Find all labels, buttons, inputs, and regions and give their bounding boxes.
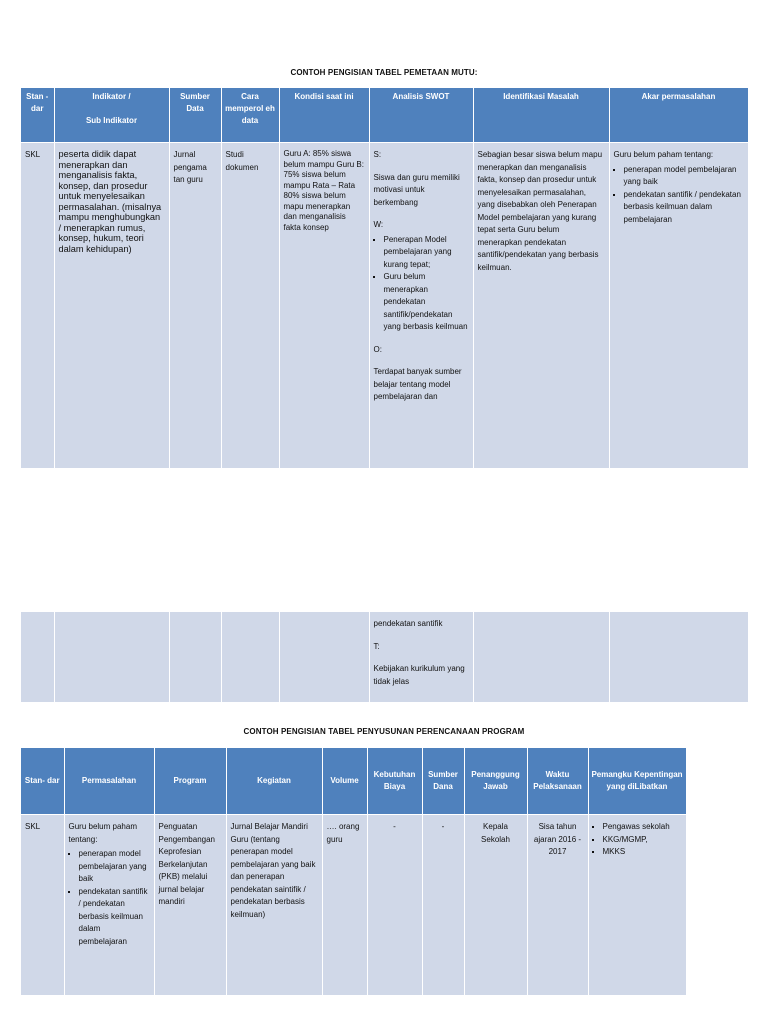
swot-o-label: O: xyxy=(373,344,382,354)
th-permasalahan: Permasalahan xyxy=(64,748,154,815)
th-standar: Stan- dar xyxy=(21,748,64,815)
swot-w-list xyxy=(374,234,469,334)
list-item: ▪ pendekatan santifik / pendekatan berbasis keilmuan dalam pembelajaran xyxy=(624,189,744,227)
swot-o-continued: pendekatan santifik xyxy=(373,619,443,628)
list-item: ▪ penerapan model pembelajaran yang baik xyxy=(79,848,150,886)
list-item: ▪ MKKS xyxy=(603,846,682,859)
cell-pemangku xyxy=(588,815,686,996)
akar-intro: Guru belum paham tentang: xyxy=(613,150,714,159)
table-row xyxy=(21,143,748,469)
cell-volume: …. orang guru xyxy=(322,815,367,996)
pemetaan-mutu-table xyxy=(21,88,749,469)
cell-kondisi: Guru A: 85% siswa belum mampu Guru B: 75% siswa belum mampu Rata – Rata 80% siswa belum mapu menerapkan dan menganalisis fakta konsep xyxy=(279,143,369,469)
list-item: ▪ penerapan model pembelajaran yang baik xyxy=(624,164,744,189)
pemangku-list xyxy=(593,821,682,859)
cell-permasalahan xyxy=(64,815,154,996)
cell-cara: Studi dokumen xyxy=(221,143,279,469)
table-row xyxy=(21,612,748,703)
list-item: ▪ Penerapan Model pembelajaran yang kurang tepat; xyxy=(384,234,469,272)
swot-s-label: S: xyxy=(373,150,382,159)
cell-waktu: Sisa tahun ajaran 2016 - 2017 xyxy=(527,815,588,996)
doc-title-perencanaan: CONTOH PENGISIAN TABEL PENYUSUNAN PERENCANAAN PROGRAM xyxy=(243,727,525,736)
th-biaya: Kebutuhan Biaya xyxy=(367,748,422,815)
swot-t-text: Kebijakan kurikulum yang tidak jelas xyxy=(373,664,465,686)
th-dana: Sumber Dana xyxy=(422,748,464,815)
perm-list xyxy=(69,848,150,948)
swot-o-text: Terdapat banyak sumber belajar tentang model pembelajaran dan xyxy=(373,367,462,401)
th-indikator xyxy=(54,88,169,143)
cell-biaya: - xyxy=(367,815,422,996)
th-volume: Volume xyxy=(322,748,367,815)
th-cara: Cara memperol eh data xyxy=(221,88,279,143)
th-waktu: Waktu Pelaksanaan xyxy=(527,748,588,815)
th-swot: Analisis SWOT xyxy=(369,88,473,143)
th-akar: Akar permasalahan xyxy=(609,88,748,143)
th-kondisi: Kondisi saat ini xyxy=(279,88,369,143)
th-pemangku: Pemangku Kepentingan yang diLibatkan xyxy=(588,748,686,815)
cell-empty xyxy=(279,612,369,703)
doc-title-pemetaan: CONTOH PENGISIAN TABEL PEMETAAN MUTU: xyxy=(290,68,478,77)
th-sumber-data: Sumber Data xyxy=(169,88,221,143)
cell-penanggung-jawab: Kepala Sekolah xyxy=(464,815,527,996)
cell-sumber: Jurnal pengama tan guru xyxy=(169,143,221,469)
list-item: ▪ Pengawas sekolah xyxy=(603,821,682,834)
cell-empty xyxy=(473,612,609,703)
th-penanggung-jawab: Penanggung Jawab xyxy=(464,748,527,815)
swot-s-text: Siswa dan guru memiliki motivasi untuk berkembang xyxy=(373,172,460,207)
cell-akar xyxy=(609,143,748,469)
th-sub-indikator-label: Sub Indikator xyxy=(85,116,138,125)
header-row xyxy=(21,88,748,143)
cell-masalah: Sebagian besar siswa belum mapu menerapkan dan menganalisis fakta, konsep dan prosedur untuk menyelesaikan permasalahan, yang disebabkan oleh Penerapan Model pembelajaran yang kurang tepat serta Guru belum menerapkan pendekatan santifik/pendekatan yang berbasis keilmuan. xyxy=(473,143,609,469)
cell-dana: - xyxy=(422,815,464,996)
perencanaan-program-table xyxy=(21,748,687,996)
th-program: Program xyxy=(154,748,226,815)
th-masalah: Identifikasi Masalah xyxy=(473,88,609,143)
cell-standar: SKL xyxy=(21,143,54,469)
cell-kegiatan: Jurnal Belajar Mandiri Guru (tentang penerapan model pembelajaran yang baik dan penerapan pendekatan saintifik / pendekatan berbasis keilmuan) xyxy=(226,815,322,996)
swot-t-label: T: xyxy=(373,641,380,651)
cell-indikator: peserta didik dapat menerapkan dan menganalisis fakta, konsep, dan prosedur untuk menyelesaikan permasalahan. (misalnya mampu menghubungkan / menerapkan rumus, konsep, hukum, teori dalam kehidupan) xyxy=(54,143,169,469)
perm-intro: Guru belum paham tentang: xyxy=(68,822,137,844)
cell-empty xyxy=(169,612,221,703)
list-item: ▪ pendekatan santifik / pendekatan berbasis keilmuan dalam pembelajaran xyxy=(79,886,150,949)
swot-w-label: W: xyxy=(373,220,384,229)
th-standar: Stan -dar xyxy=(21,88,54,143)
akar-list xyxy=(614,164,744,227)
pemetaan-mutu-table-continued xyxy=(21,612,749,703)
table-row xyxy=(21,815,686,996)
cell-swot-continued xyxy=(369,612,473,703)
cell-program: Penguatan Pengembangan Keprofesian Berkelanjutan (PKB) melalui jurnal belajar mandiri xyxy=(154,815,226,996)
cell-empty xyxy=(609,612,748,703)
list-item: ▪ KKG/MGMP, xyxy=(603,834,682,847)
th-indikator-label: Indikator / xyxy=(92,92,131,101)
header-row xyxy=(21,748,686,815)
cell-standar: SKL xyxy=(21,815,64,996)
cell-swot xyxy=(369,143,473,469)
cell-empty xyxy=(54,612,169,703)
th-kegiatan: Kegiatan xyxy=(226,748,322,815)
cell-empty xyxy=(221,612,279,703)
cell-empty xyxy=(21,612,54,703)
list-item: ▪ Guru belum menerapkan pendekatan santifik/pendekatan yang berbasis keilmuan xyxy=(384,271,469,334)
